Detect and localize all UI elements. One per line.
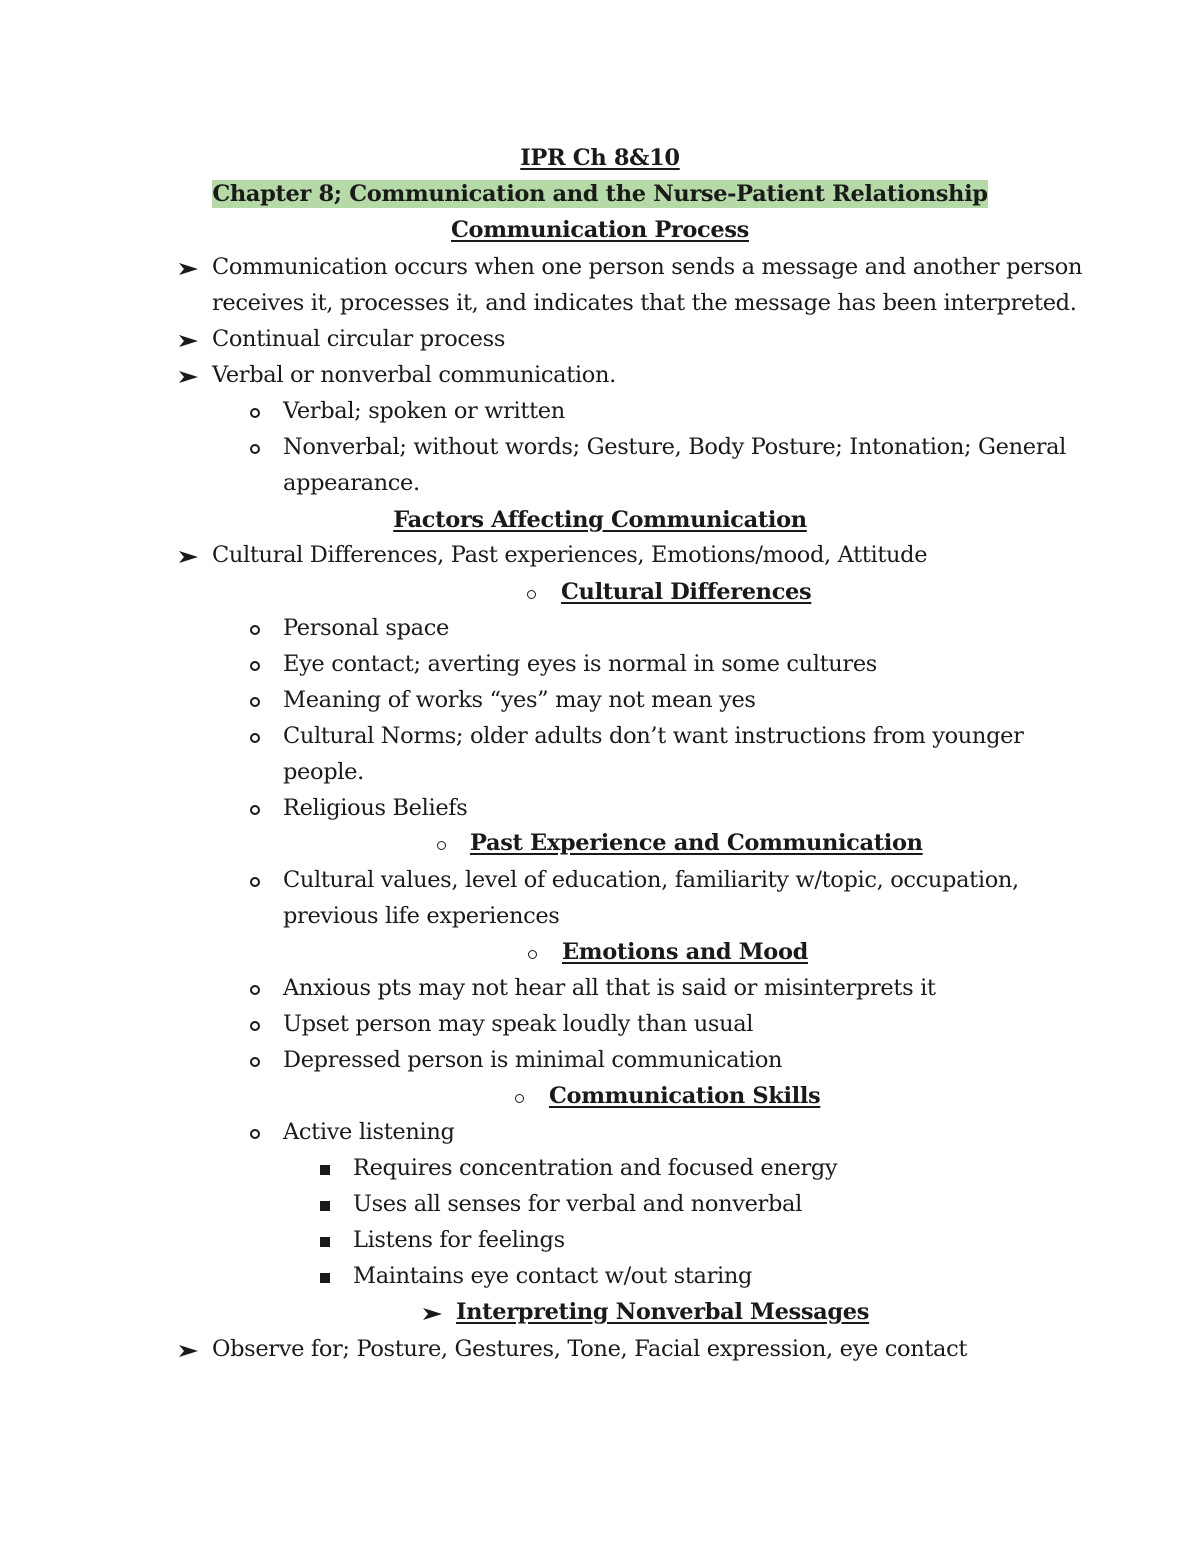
bullet-text: Communication occurs when one person sends a message and another person (212, 254, 1083, 280)
circle-bullet-icon (250, 685, 260, 715)
sub-bullet-text: Upset person may speak loudly than usual (283, 1011, 754, 1037)
sub-heading-past-experience: Past Experience and Communication (470, 830, 923, 856)
sub-bullet-text-continued: previous life experiences (283, 903, 560, 929)
small-circle-bullet-icon (528, 937, 537, 967)
sub-bullet-text: Cultural Norms; older adults don’t want instructions from younger (283, 723, 1024, 749)
circle-bullet-icon (250, 1117, 260, 1147)
small-circle-bullet-icon (527, 577, 536, 607)
square-bullet-icon (320, 1189, 330, 1219)
sub-bullet-text: Anxious pts may not hear all that is said or misinterprets it (283, 975, 936, 1001)
sub-bullet-text: Active listening (283, 1119, 455, 1145)
sub-bullet-text: Verbal; spoken or written (283, 398, 565, 424)
sub-heading-nonverbal: Interpreting Nonverbal Messages (456, 1299, 870, 1325)
sub-bullet-text: Religious Beliefs (283, 795, 468, 821)
sub-bullet-text: Cultural values, level of education, familiarity w/topic, occupation, (283, 867, 1019, 893)
sub-sub-bullet-text: Requires concentration and focused energy (353, 1155, 838, 1181)
square-bullet-icon (320, 1225, 330, 1255)
circle-bullet-icon (250, 396, 260, 426)
arrow-bullet-icon (422, 1297, 443, 1327)
sub-bullet-text-continued: people. (283, 759, 364, 785)
bullet-text-continued: receives it, processes it, and indicates that the message has been interpreted. (212, 290, 1077, 316)
sub-sub-bullet-text: Listens for feelings (353, 1227, 565, 1253)
sub-bullet-text: Personal space (283, 615, 449, 641)
arrow-bullet-icon (178, 360, 199, 390)
sub-heading-cultural-differences: Cultural Differences (561, 579, 812, 605)
bullet-text: Verbal or nonverbal communication. (212, 362, 616, 388)
circle-bullet-icon (250, 865, 260, 895)
bullet-text: Continual circular process (212, 326, 506, 352)
sub-bullet-text: Eye contact; averting eyes is normal in some cultures (283, 651, 878, 677)
document-title: IPR Ch 8&10 (520, 145, 680, 171)
circle-bullet-icon (250, 1045, 260, 1075)
arrow-bullet-icon (178, 1334, 199, 1364)
circle-bullet-icon (250, 1009, 260, 1039)
square-bullet-icon (320, 1261, 330, 1291)
sub-bullet-text-continued: appearance. (283, 470, 420, 496)
chapter-heading-text: Chapter 8; Communication and the Nurse-Patient Relationship (212, 181, 988, 207)
sub-bullet-text: Meaning of works “yes” may not mean yes (283, 687, 756, 713)
circle-bullet-icon (250, 649, 260, 679)
arrow-bullet-icon (178, 252, 199, 282)
circle-bullet-icon (250, 432, 260, 462)
circle-bullet-icon (250, 973, 260, 1003)
arrow-bullet-icon (178, 540, 199, 570)
circle-bullet-icon (250, 613, 260, 643)
square-bullet-icon (320, 1153, 330, 1183)
sub-bullet-text: Nonverbal; without words; Gesture, Body Posture; Intonation; General (283, 434, 1067, 460)
sub-heading-communication-skills: Communication Skills (549, 1083, 821, 1109)
small-circle-bullet-icon (515, 1081, 524, 1111)
sub-sub-bullet-text: Maintains eye contact w/out staring (353, 1263, 753, 1289)
sub-sub-bullet-text: Uses all senses for verbal and nonverbal (353, 1191, 802, 1217)
bullet-text: Cultural Differences, Past experiences, Emotions/mood, Attitude (212, 542, 928, 568)
arrow-bullet-icon (178, 324, 199, 354)
circle-bullet-icon (250, 793, 260, 823)
chapter-heading (0, 179, 1200, 209)
small-circle-bullet-icon (437, 828, 446, 858)
bullet-text: Observe for; Posture, Gestures, Tone, Facial expression, eye contact (212, 1336, 968, 1362)
sub-bullet-text: Depressed person is minimal communication (283, 1047, 783, 1073)
section-heading-factors: Factors Affecting Communication (393, 507, 807, 533)
sub-heading-emotions: Emotions and Mood (562, 939, 808, 965)
section-heading-communication-process: Communication Process (451, 217, 749, 243)
circle-bullet-icon (250, 721, 260, 751)
